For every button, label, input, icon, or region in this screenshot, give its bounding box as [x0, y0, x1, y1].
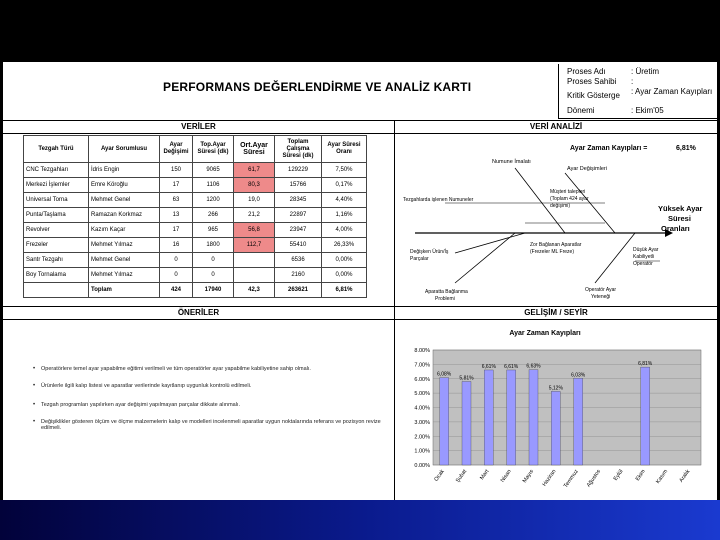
- effect-label: Yüksek Ayar Süresi Oranları: [658, 204, 703, 233]
- data-label: 6,03%: [571, 372, 586, 379]
- table-cell: Mehmet Genel: [89, 253, 160, 268]
- table-cell: Emre Köroğlu: [89, 178, 160, 193]
- table-header: Ayar Değişimi: [160, 136, 193, 163]
- table-cell: 6536: [275, 253, 322, 268]
- table-cell: 0,00%: [322, 268, 367, 283]
- table-cell: Revolver: [24, 223, 89, 238]
- table-row: [24, 238, 367, 253]
- table-cell: CNC Tezgahları: [24, 163, 89, 178]
- x-tick-label: Temmuz: [562, 468, 580, 490]
- fishbone-diagram: [395, 133, 717, 313]
- table-total-cell: 263621: [275, 283, 322, 298]
- footer-band: [0, 500, 720, 540]
- table-cell: 4,40%: [322, 193, 367, 208]
- table-cell: 56,8: [234, 223, 275, 238]
- table-cell: 16: [160, 238, 193, 253]
- data-label: 6,08%: [437, 371, 452, 378]
- table-cell: 266: [193, 208, 234, 223]
- table-cell: 19,0: [234, 193, 275, 208]
- section-oneriler: ÖNERİLER: [3, 306, 394, 320]
- x-tick-label: Haziran: [541, 468, 558, 488]
- table-row: [24, 253, 367, 268]
- table-cell: 150: [160, 163, 193, 178]
- info-label-process: Proses Adı: [567, 67, 606, 76]
- table-cell: 129229: [275, 163, 322, 178]
- table-header: Top.Ayar Süresi (dk): [193, 136, 234, 163]
- x-tick-label: Ekim: [634, 468, 647, 483]
- table-cell: 21,2: [234, 208, 275, 223]
- cause-label: Operatör Ayar Yeteneği: [585, 287, 617, 300]
- bar: [507, 370, 516, 465]
- table-row: [24, 178, 367, 193]
- y-tick-label: 5.00%: [414, 391, 430, 398]
- cause-label: Değişken Ürün/İş Parçalar: [410, 249, 449, 262]
- table-header: Ort.Ayar Süresi: [234, 136, 275, 163]
- table-cell: 0,00%: [322, 253, 367, 268]
- suggestion-item: • Ürünlerle ilgili kalıp listesi ve aparatlar verilerinde kayıtlanıp uygunluk kontrolü edilmeli.: [33, 383, 252, 389]
- table-cell: 0: [160, 268, 193, 283]
- bar: [462, 381, 471, 465]
- x-tick-label: Ağustos: [585, 468, 603, 489]
- cause-label: Düşük Ayar Kabiliyetli Operatör: [633, 247, 659, 267]
- table-cell: 63: [160, 193, 193, 208]
- section-gelisim: GELİŞİM / SEYİR: [395, 306, 717, 320]
- table-header: Toplam Çalışma Süresi (dk): [275, 136, 322, 163]
- data-label: 6,81%: [638, 361, 653, 368]
- fishbone-bone: [595, 233, 635, 283]
- bar: [484, 370, 493, 465]
- cause-label: Müşteri talepleri (Toplam 424 ayar değişimi): [550, 189, 589, 209]
- table-cell: 1,16%: [322, 208, 367, 223]
- table-total-cell: 42,3: [234, 283, 275, 298]
- cause-label: Aparatta Bağlanma Problemi: [425, 289, 468, 302]
- table-cell: 61,7: [234, 163, 275, 178]
- table-cell: 0: [193, 268, 234, 283]
- table-cell: Mehmet Yılmaz: [89, 268, 160, 283]
- table-cell: 0: [193, 253, 234, 268]
- trend-chart: [395, 320, 717, 500]
- table-total-cell: 6,81%: [322, 283, 367, 298]
- table-cell: 4,00%: [322, 223, 367, 238]
- table-cell: Kazım Kaçar: [89, 223, 160, 238]
- performance-card: [3, 62, 717, 500]
- table-cell: 0: [160, 253, 193, 268]
- table-header: Ayar Sorumlusu: [89, 136, 160, 163]
- table-header: Tezgah Türü: [24, 136, 89, 163]
- y-tick-label: 7.00%: [414, 362, 430, 369]
- table-cell: Boy Tornalama: [24, 268, 89, 283]
- bullet-icon: •: [33, 419, 36, 425]
- table-cell: [234, 268, 275, 283]
- info-label-period: Dönemi: [567, 106, 595, 115]
- info-value-owner: :: [631, 77, 634, 86]
- suggestion-item: • Değişiklikler gösteren ölçüm ve ölçme malzemelerin kalıp ve modelleri incelenmeli aparatlar uygun noktalarında referans ve pozisyon revize edilmeli.: [33, 419, 381, 431]
- card-title: PERFORMANS DEĞERLENDİRME VE ANALİZ KARTI: [163, 80, 472, 94]
- cause-label: Tezgahlarda işlenen Numuneler: [403, 197, 474, 203]
- table-row: [24, 223, 367, 238]
- table-cell: 1200: [193, 193, 234, 208]
- y-tick-label: 6.00%: [414, 376, 430, 383]
- table-cell: Mehmet Genel: [89, 193, 160, 208]
- table-cell: 80,3: [234, 178, 275, 193]
- table-cell: 28345: [275, 193, 322, 208]
- table-cell: Merkezi İşlemler: [24, 178, 89, 193]
- table-cell: 2160: [275, 268, 322, 283]
- table-cell: 55410: [275, 238, 322, 253]
- table-cell: Punta/Taşlama: [24, 208, 89, 223]
- table-total-cell: [24, 283, 89, 298]
- table-cell: [234, 253, 275, 268]
- table-row: [24, 208, 367, 223]
- table-cell: 7,50%: [322, 163, 367, 178]
- table-cell: 0,17%: [322, 178, 367, 193]
- data-label: 5,81%: [459, 375, 474, 382]
- chart-title: Ayar Zaman Kayıpları: [509, 330, 581, 337]
- table-total-row: [24, 283, 367, 298]
- info-value-period: : Ekim'05: [631, 106, 664, 115]
- table-total-cell: 424: [160, 283, 193, 298]
- table-header: Ayar Süresi Oranı: [322, 136, 367, 163]
- table-cell: 15766: [275, 178, 322, 193]
- table-total-cell: 17940: [193, 283, 234, 298]
- x-tick-label: Mart: [479, 468, 491, 482]
- fishbone-bone: [455, 233, 515, 283]
- table-row: [24, 193, 367, 208]
- table-cell: 1106: [193, 178, 234, 193]
- table-cell: Universal Torna: [24, 193, 89, 208]
- bar: [551, 391, 560, 465]
- bullet-icon: •: [33, 402, 36, 408]
- table-cell: 26,33%: [322, 238, 367, 253]
- section-veriler: VERİLER: [3, 120, 394, 134]
- info-value-process: : Üretim: [631, 67, 659, 76]
- table-cell: 1800: [193, 238, 234, 253]
- fishbone-bone: [455, 233, 525, 253]
- bullet-icon: •: [33, 366, 36, 372]
- cause-label: Numune İmalatı: [492, 159, 531, 165]
- table-header-row: [24, 136, 367, 163]
- y-tick-label: 2.00%: [414, 434, 430, 441]
- table-cell: 22897: [275, 208, 322, 223]
- bar: [529, 370, 538, 465]
- x-tick-label: Aralık: [678, 468, 692, 484]
- y-tick-label: 8.00%: [414, 348, 430, 354]
- y-tick-label: 0.00%: [414, 463, 430, 469]
- x-tick-label: Mayıs: [521, 468, 536, 485]
- x-tick-label: Kasım: [655, 468, 670, 485]
- table-cell: 965: [193, 223, 234, 238]
- bar: [641, 367, 650, 465]
- info-label-indicator: Kritik Gösterge: [567, 91, 620, 100]
- x-tick-label: Eylül: [612, 468, 625, 482]
- y-tick-label: 4.00%: [414, 405, 430, 412]
- data-table: [23, 135, 367, 298]
- table-cell: Mehmet Yılmaz: [89, 238, 160, 253]
- fishbone-value: 6,81%: [676, 145, 696, 152]
- x-tick-label: Nisan: [499, 468, 513, 484]
- y-tick-label: 1.00%: [414, 448, 430, 455]
- table-row: [24, 163, 367, 178]
- data-label: 5,12%: [548, 385, 563, 392]
- section-veri-analizi: VERİ ANALİZİ: [395, 120, 717, 134]
- table-row: [24, 268, 367, 283]
- data-label: 6,61%: [504, 363, 519, 370]
- data-label: 6,61%: [481, 363, 496, 370]
- suggestion-item: • Tezgah programları yapılırken ayar değişimi yapılmayan parçalar dikkate alınmalı.: [33, 402, 241, 408]
- info-label-owner: Proses Sahibi: [567, 77, 617, 86]
- info-value-indicator: : Ayar Zaman Kayıpları: [631, 87, 713, 96]
- table-cell: Santr Tezgahı: [24, 253, 89, 268]
- data-label: 6,63%: [526, 363, 541, 370]
- table-total-cell: Toplam: [89, 283, 160, 298]
- table-cell: 17: [160, 223, 193, 238]
- bar: [574, 378, 583, 465]
- table-cell: İdris Engin: [89, 163, 160, 178]
- bar: [440, 378, 449, 465]
- table-cell: 17: [160, 178, 193, 193]
- table-cell: 23947: [275, 223, 322, 238]
- fishbone-title: Ayar Zaman Kayıpları =: [570, 145, 648, 152]
- table-cell: 13: [160, 208, 193, 223]
- x-tick-label: Şubat: [454, 468, 469, 484]
- info-box: [558, 64, 717, 119]
- table-cell: Frezeler: [24, 238, 89, 253]
- cause-label: Ayar Değişimleri: [567, 166, 607, 172]
- cause-label: Zor Bağlanan Aparatlar (Frezeler ML Freze): [530, 242, 582, 255]
- table-cell: 112,7: [234, 238, 275, 253]
- bullet-icon: •: [33, 383, 36, 389]
- x-tick-label: Ocak: [433, 468, 446, 483]
- table-cell: 9065: [193, 163, 234, 178]
- y-tick-label: 3.00%: [414, 419, 430, 426]
- suggestion-item: • Operatörlere temel ayar yapabilme eğitimi verilmeli ve tüm operatörler ayar yapabilme kabiliyetine sahip olmalı.: [33, 366, 311, 372]
- table-cell: Ramazan Korkmaz: [89, 208, 160, 223]
